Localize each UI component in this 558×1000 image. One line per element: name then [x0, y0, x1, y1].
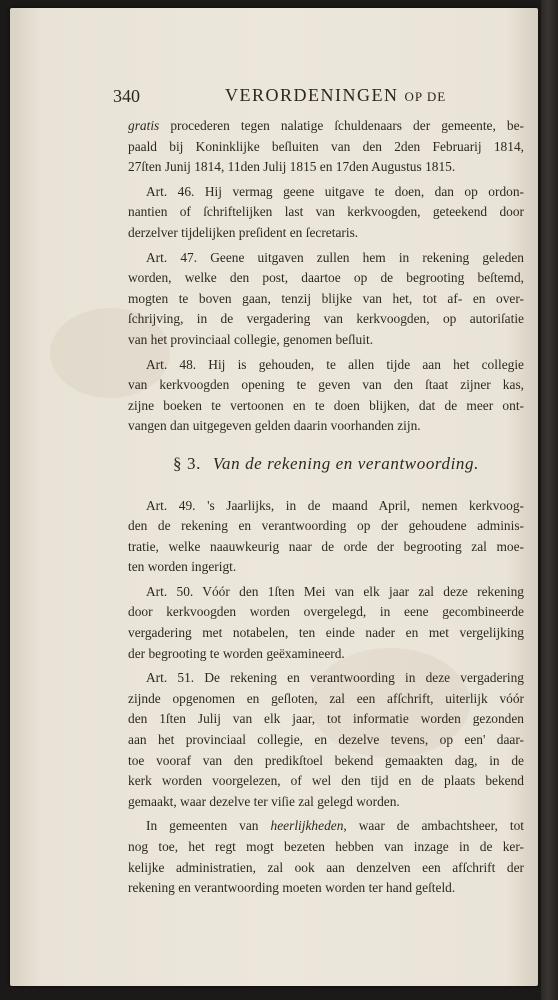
paragraph: [128, 582, 524, 664]
text-line: den 1ſten Julij van elk jaar, tot informatie worden gezonden: [128, 711, 524, 727]
text-line: van het provinciaal collegie, genomen beſluit.: [128, 331, 374, 347]
text-line: ten worden ingerigt.: [128, 559, 237, 575]
text-line: vangen dan uitgegeven gelden daarin voorhanden zijn.: [128, 418, 421, 434]
running-head-main: VERORDENINGEN: [225, 85, 399, 105]
page-header: [113, 82, 533, 112]
paragraph: [128, 668, 524, 812]
scan-edge: [541, 0, 558, 1000]
section-heading: [128, 454, 524, 475]
text-line: rekening en verantwoording moeten worden ter hand geſteld.: [128, 880, 456, 896]
text-line: Art. 49. 's Jaarlijks, in de maand April, nemen kerkvoog-: [146, 497, 524, 513]
paragraphs-top: [128, 116, 524, 437]
paragraph: [128, 496, 524, 578]
text-line: der begrooting te worden geëxamineerd.: [128, 645, 345, 661]
text-line: zijnde opgenomen en geſloten, zal een afſchrift, uiterlijk vóór: [128, 690, 524, 706]
paragraph: [128, 182, 524, 244]
section-number: § 3.: [173, 453, 201, 473]
paragraph: [128, 248, 524, 351]
page-number: 340: [113, 86, 140, 106]
text-line: 27ſten Junij 1814, 11den Julij 1815 en 17den Augustus 1815.: [128, 159, 456, 175]
text-line: door kerkvoogden worden overgelegd, in eene gecombineerde: [128, 604, 524, 620]
text-line: Art. 50. Vóór den 1ſten Mei van elk jaar zal deze rekening: [146, 583, 524, 599]
text-line: den de rekening en verantwoording op der gehoudene adminis-: [128, 518, 524, 534]
text-line: Art. 46. Hij vermag geene uitgave te doen, dan op ordon-: [146, 183, 524, 199]
text-line: Art. 51. De rekening en verantwoording in deze vergadering: [146, 670, 524, 686]
text-line: kelijke administratien, zal ook aan denzelven een afſchrift der: [128, 859, 524, 875]
text-line: derzelver tijdelijken preſident en ſecretaris.: [128, 224, 359, 240]
text-line: nantien of ſchriftelijken last van kerkvoogden, geteekend door: [128, 204, 524, 220]
paragraphs-bottom: [128, 496, 524, 899]
text-line: kerk worden voorgelezen, of wel den tijd en de plaats bekend: [128, 773, 524, 789]
section-title: Van de rekening en verantwoording.: [212, 453, 479, 473]
running-head: [225, 85, 446, 106]
text-line: Art. 48. Hij is gehouden, te allen tijde aan het collegie: [146, 356, 524, 372]
text-line: nog toe, het regt mogt bezeten hebben van inzage in de ker-: [128, 839, 524, 854]
running-head-suffix: OP DE: [404, 89, 447, 104]
text-line: van kerkvoogden opening te geven van den ſtaat zijner kas,: [128, 377, 524, 393]
paragraph: [128, 116, 524, 178]
paragraph: [128, 816, 524, 898]
text-line: In gemeenten van heerlijkheden, waar de ambachtsheer, tot: [146, 818, 525, 834]
text-line: mogten te boven gaan, tenzij blijke van het, tot af- en over-: [128, 290, 524, 306]
text-line: vergadering met notabelen, ten einde nader en met vergelijking: [128, 625, 524, 641]
text-line: tratie, welke naauwkeurig naar de orde der begrooting zal moe-: [128, 538, 524, 554]
text-line: ſchrijving, in de vergadering van kerkvoogden, op autoriſatie: [128, 311, 524, 327]
text-line: gratis procederen tegen nalatige ſchuldenaars der gemeente, be-: [128, 118, 524, 133]
page-body: [128, 116, 524, 899]
text-line: aan het provinciaal collegie, en dezelve tevens, op een' daar-: [128, 732, 524, 748]
text-line: gemaakt, waar dezelve ter viſie zal gelegd worden.: [128, 793, 400, 809]
paragraph: [128, 355, 524, 437]
text-line: zijne boeken te vertoonen en te doen blijken, dat de meer ont-: [128, 397, 524, 413]
text-line: paald bij Koninklijke beſluiten van den 2den Februarij 1814,: [128, 138, 524, 154]
text-line: toe vooraf van den predikſtoel bekend gemaakten dag, in de: [128, 752, 524, 768]
text-line: worden, welke den post, daartoe op de begrooting beſtemd,: [128, 270, 524, 286]
text-line: Art. 47. Geene uitgaven zullen hem in rekening geleden: [146, 249, 524, 265]
